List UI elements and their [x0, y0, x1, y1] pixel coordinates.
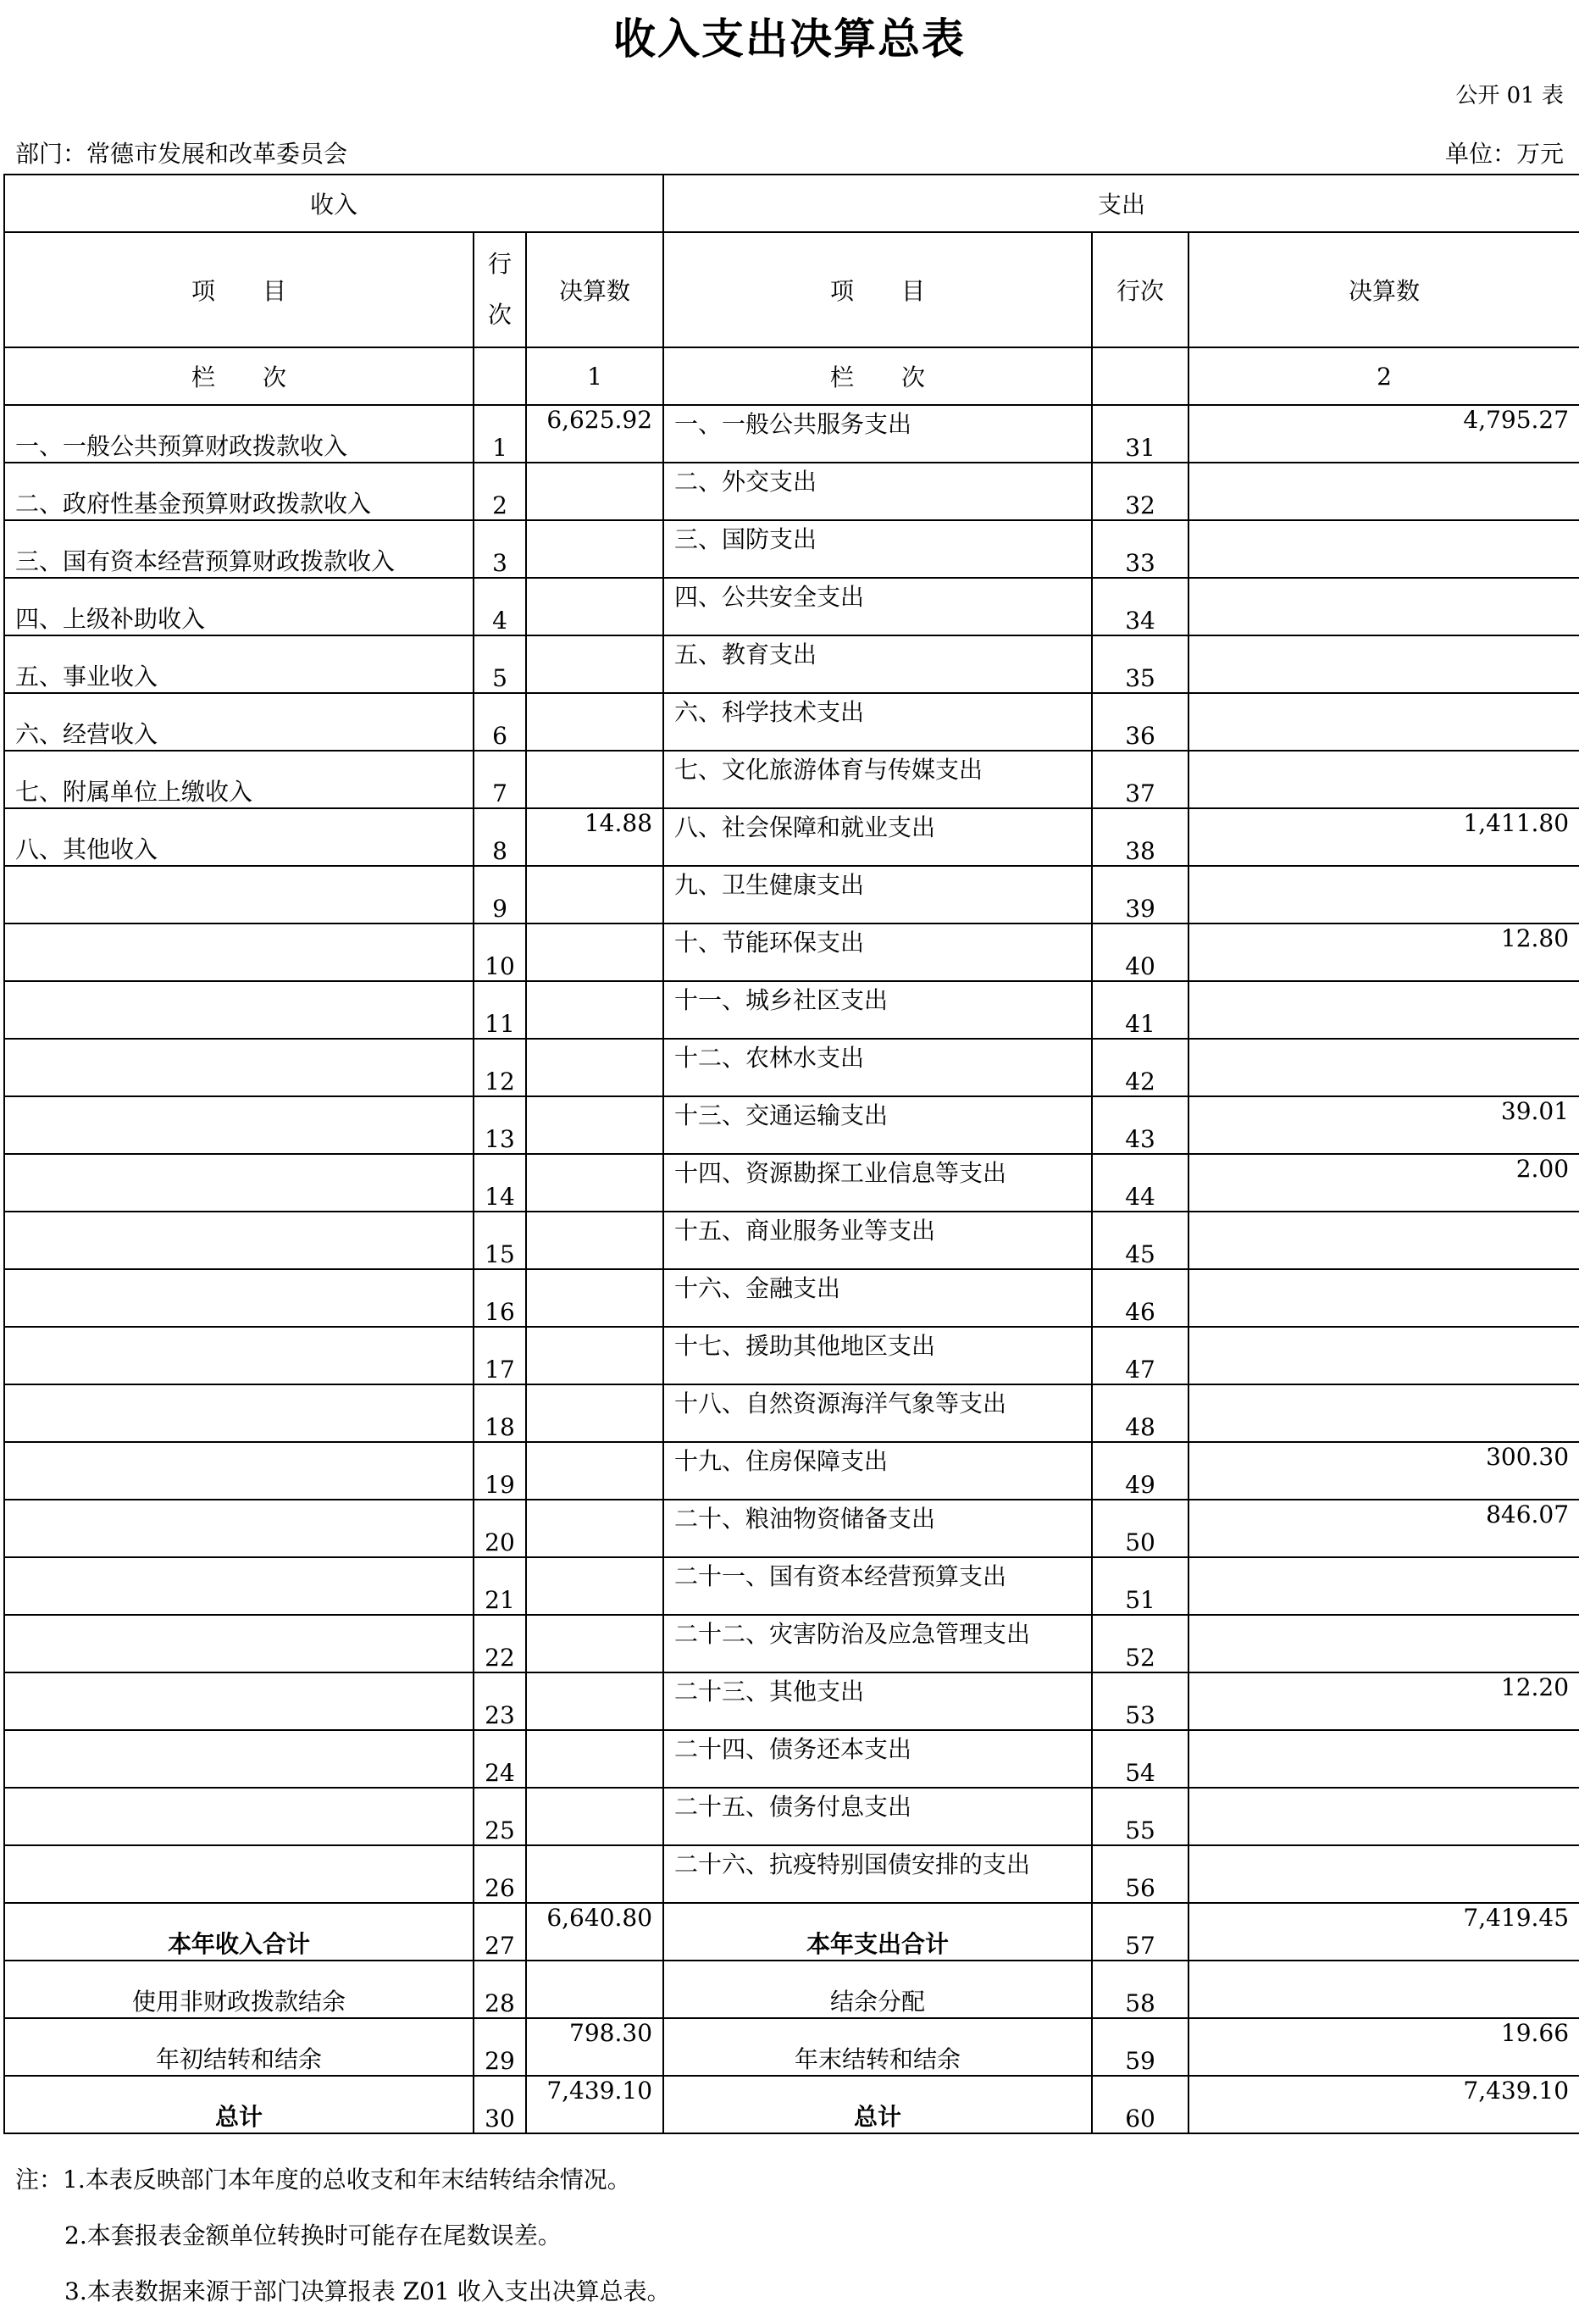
income-lanci-number: 1: [526, 347, 663, 405]
expense-row-no: 31: [1092, 405, 1188, 463]
footnotes: [15, 2152, 671, 2320]
table-row: [4, 463, 1579, 520]
expense-item: 一、一般公共服务支出: [663, 405, 1092, 463]
income-amount: 7,439.10: [526, 2076, 663, 2133]
income-item: [4, 981, 474, 1039]
income-row-no: 23: [474, 1672, 526, 1730]
income-row-no: 24: [474, 1730, 526, 1788]
expense-row-no: 32: [1092, 463, 1188, 520]
expense-item: 二十三、其他支出: [663, 1672, 1092, 1730]
income-item: [4, 1327, 474, 1384]
income-row-no: 17: [474, 1327, 526, 1384]
income-item: [4, 1730, 474, 1788]
expense-item: 二十一、国有资本经营预算支出: [663, 1557, 1092, 1615]
column-header-row: [4, 232, 1579, 347]
table-row: [4, 635, 1579, 693]
income-row-no: 10: [474, 923, 526, 981]
income-item: 二、政府性基金预算财政拨款收入: [4, 463, 474, 520]
income-amount: [526, 635, 663, 693]
income-amount: 6,625.92: [526, 405, 663, 463]
expense-row-no: 33: [1092, 520, 1188, 578]
expense-amount: [1188, 693, 1579, 751]
expense-row-no: 51: [1092, 1557, 1188, 1615]
table-row: [4, 1788, 1579, 1845]
income-item: [4, 1845, 474, 1903]
expense-row-no: 36: [1092, 693, 1188, 751]
expense-amount: 1,411.80: [1188, 808, 1579, 866]
income-amount-header: 决算数: [526, 232, 663, 347]
income-row-no: 21: [474, 1557, 526, 1615]
income-row-no: 6: [474, 693, 526, 751]
expense-row-no: 52: [1092, 1615, 1188, 1672]
expense-amount: 846.07: [1188, 1500, 1579, 1557]
table-row: [4, 1096, 1579, 1154]
expense-amount: [1188, 1788, 1579, 1845]
department-label: 部门：常德市发展和改革委员会: [15, 140, 348, 168]
expense-item: 二十六、抗疫特别国债安排的支出: [663, 1845, 1092, 1903]
income-amount: [526, 751, 663, 808]
summary-row: [4, 2076, 1579, 2133]
income-item: [4, 1672, 474, 1730]
table-row: [4, 1500, 1579, 1557]
expense-row-no: 57: [1092, 1903, 1188, 1961]
table-row: [4, 1672, 1579, 1730]
expense-section-header: 支出: [663, 175, 1579, 232]
income-row-no: 12: [474, 1039, 526, 1096]
income-amount: [526, 1557, 663, 1615]
income-amount: [526, 1269, 663, 1327]
income-item: [4, 866, 474, 923]
income-row-no: 30: [474, 2076, 526, 2133]
row-no-char-2: 次: [487, 301, 512, 329]
income-amount: [526, 463, 663, 520]
expense-summary-item: 年末结转和结余: [663, 2018, 1092, 2076]
income-row-no: 3: [474, 520, 526, 578]
expense-row-no: 45: [1092, 1212, 1188, 1269]
expense-item: 二十二、灾害防治及应急管理支出: [663, 1615, 1092, 1672]
income-item: [4, 1442, 474, 1500]
income-amount: [526, 1154, 663, 1212]
income-amount: [526, 1730, 663, 1788]
income-amount: 14.88: [526, 808, 663, 866]
expense-amount: 4,795.27: [1188, 405, 1579, 463]
income-lanci-label: 栏 次: [4, 347, 474, 405]
table-row: [4, 1730, 1579, 1788]
expense-item: 二、外交支出: [663, 463, 1092, 520]
expense-amount: [1188, 866, 1579, 923]
expense-item: 十六、金融支出: [663, 1269, 1092, 1327]
income-item: 一、一般公共预算财政拨款收入: [4, 405, 474, 463]
expense-row-no: 35: [1092, 635, 1188, 693]
income-amount: [526, 866, 663, 923]
expense-row-no: 53: [1092, 1672, 1188, 1730]
income-summary-item: 本年收入合计: [4, 1903, 474, 1961]
table-row: [4, 1845, 1579, 1903]
table-row: [4, 808, 1579, 866]
income-row-no: 9: [474, 866, 526, 923]
income-section-header: 收入: [4, 175, 663, 232]
income-amount: [526, 1615, 663, 1672]
page-title: 收入支出决算总表: [613, 14, 966, 64]
table-row: [4, 693, 1579, 751]
income-item: 五、事业收入: [4, 635, 474, 693]
table-row: [4, 1442, 1579, 1500]
income-row-no: 7: [474, 751, 526, 808]
income-row-no: 22: [474, 1615, 526, 1672]
table-row: [4, 1384, 1579, 1442]
expense-lanci-label: 栏 次: [663, 347, 1092, 405]
expense-summary-item: 结余分配: [663, 1961, 1092, 2018]
income-row-no: 1: [474, 405, 526, 463]
table-row: [4, 923, 1579, 981]
expense-summary-item: 总计: [663, 2076, 1092, 2133]
expense-amount: [1188, 520, 1579, 578]
expense-amount: [1188, 1557, 1579, 1615]
income-item: 六、经营收入: [4, 693, 474, 751]
expense-summary-item: 本年支出合计: [663, 1903, 1092, 1961]
expense-amount: [1188, 1327, 1579, 1384]
income-amount: [526, 1500, 663, 1557]
expense-row-no: 43: [1092, 1096, 1188, 1154]
summary-row: [4, 2018, 1579, 2076]
income-item: [4, 1096, 474, 1154]
income-item-header: 项 目: [4, 232, 474, 347]
expense-amount: [1188, 635, 1579, 693]
summary-row: [4, 1961, 1579, 2018]
income-item: [4, 1212, 474, 1269]
expense-amount: [1188, 751, 1579, 808]
form-number: 公开 01 表: [1455, 83, 1564, 108]
expense-lanci-blank: [1092, 347, 1188, 405]
income-row-no: 5: [474, 635, 526, 693]
expense-item: 十三、交通运输支出: [663, 1096, 1092, 1154]
income-item: [4, 923, 474, 981]
income-row-no: 13: [474, 1096, 526, 1154]
expense-row-no: 55: [1092, 1788, 1188, 1845]
income-amount: [526, 1788, 663, 1845]
table-row: [4, 1212, 1579, 1269]
note-1: 注：1.本表反映部门本年度的总收支和年末结转结余情况。: [15, 2166, 631, 2194]
income-item: 四、上级补助收入: [4, 578, 474, 635]
expense-row-no: 46: [1092, 1269, 1188, 1327]
expense-row-no: 50: [1092, 1500, 1188, 1557]
income-lanci-blank: [474, 347, 526, 405]
expense-amount: 19.66: [1188, 2018, 1579, 2076]
income-item: 七、附属单位上缴收入: [4, 751, 474, 808]
expense-row-no: 40: [1092, 923, 1188, 981]
expense-item: 三、国防支出: [663, 520, 1092, 578]
income-row-no: 14: [474, 1154, 526, 1212]
income-item: 三、国有资本经营预算财政拨款收入: [4, 520, 474, 578]
income-row-no: 26: [474, 1845, 526, 1903]
income-row-no: 16: [474, 1269, 526, 1327]
note-3: 3.本表数据来源于部门决算报表 Z01 收入支出决算总表。: [64, 2277, 671, 2305]
income-amount: [526, 1039, 663, 1096]
unit-label: 单位：万元: [1444, 140, 1564, 168]
expense-row-no: 42: [1092, 1039, 1188, 1096]
table-row: [4, 578, 1579, 635]
income-amount: [526, 1096, 663, 1154]
expense-item: 十一、城乡社区支出: [663, 981, 1092, 1039]
expense-row-no: 47: [1092, 1327, 1188, 1384]
expense-item: 十五、商业服务业等支出: [663, 1212, 1092, 1269]
income-row-no: 11: [474, 981, 526, 1039]
note-2: 2.本套报表金额单位转换时可能存在尾数误差。: [64, 2221, 562, 2249]
table-row: [4, 1557, 1579, 1615]
income-amount: [526, 520, 663, 578]
summary-row: [4, 1903, 1579, 1961]
table-row: [4, 866, 1579, 923]
expense-amount: 7,439.10: [1188, 2076, 1579, 2133]
expense-amount: [1188, 463, 1579, 520]
expense-row-no: 34: [1092, 578, 1188, 635]
expense-row-no: 39: [1092, 866, 1188, 923]
income-row-no: 29: [474, 2018, 526, 2076]
expense-item: 七、文化旅游体育与传媒支出: [663, 751, 1092, 808]
expense-row-no: 38: [1092, 808, 1188, 866]
income-expense-table: [3, 174, 1579, 2134]
expense-row-no: 44: [1092, 1154, 1188, 1212]
expense-item: 十八、自然资源海洋气象等支出: [663, 1384, 1092, 1442]
row-no-char-1: 行: [487, 250, 512, 278]
income-row-no: 27: [474, 1903, 526, 1961]
expense-row-no: 37: [1092, 751, 1188, 808]
income-amount: [526, 1212, 663, 1269]
expense-item: 二十五、债务付息支出: [663, 1788, 1092, 1845]
expense-item: 十、节能环保支出: [663, 923, 1092, 981]
expense-amount: 12.80: [1188, 923, 1579, 981]
expense-row-no: 41: [1092, 981, 1188, 1039]
table-row: [4, 1039, 1579, 1096]
expense-amount: [1188, 1269, 1579, 1327]
lanci-row: [4, 347, 1579, 405]
expense-row-no: 48: [1092, 1384, 1188, 1442]
expense-item: 十九、住房保障支出: [663, 1442, 1092, 1500]
income-item: [4, 1615, 474, 1672]
table-row: [4, 981, 1579, 1039]
income-summary-item: 年初结转和结余: [4, 2018, 474, 2076]
income-summary-item: 总计: [4, 2076, 474, 2133]
income-row-no: 28: [474, 1961, 526, 2018]
expense-amount: 39.01: [1188, 1096, 1579, 1154]
expense-item: 十七、援助其他地区支出: [663, 1327, 1092, 1384]
expense-item: 四、公共安全支出: [663, 578, 1092, 635]
expense-lanci-number: 2: [1188, 347, 1579, 405]
expense-row-no: 54: [1092, 1730, 1188, 1788]
income-amount: 798.30: [526, 2018, 663, 2076]
income-amount: 6,640.80: [526, 1903, 663, 1961]
table-row: [4, 520, 1579, 578]
table-row: [4, 751, 1579, 808]
expense-item: 十二、农林水支出: [663, 1039, 1092, 1096]
income-amount: [526, 1442, 663, 1500]
expense-row-no: 58: [1092, 1961, 1188, 2018]
expense-amount: [1188, 1961, 1579, 2018]
table-row: [4, 405, 1579, 463]
income-row-no: 20: [474, 1500, 526, 1557]
expense-amount: [1188, 1615, 1579, 1672]
expense-item: 五、教育支出: [663, 635, 1092, 693]
income-item: [4, 1269, 474, 1327]
table-row: [4, 1615, 1579, 1672]
income-summary-item: 使用非财政拨款结余: [4, 1961, 474, 2018]
expense-amount-header: 决算数: [1188, 232, 1579, 347]
income-amount: [526, 1845, 663, 1903]
income-row-no: 19: [474, 1442, 526, 1500]
income-amount: [526, 1961, 663, 2018]
income-item: 八、其他收入: [4, 808, 474, 866]
income-amount: [526, 981, 663, 1039]
income-row-no-header: [474, 232, 526, 347]
expense-amount: [1188, 981, 1579, 1039]
income-amount: [526, 693, 663, 751]
expense-amount: [1188, 1384, 1579, 1442]
income-item: [4, 1154, 474, 1212]
expense-item: 二十、粮油物资储备支出: [663, 1500, 1092, 1557]
income-row-no: 4: [474, 578, 526, 635]
income-item: [4, 1500, 474, 1557]
income-row-no: 2: [474, 463, 526, 520]
section-header-row: [4, 175, 1579, 232]
expense-amount: [1188, 1730, 1579, 1788]
expense-amount: 2.00: [1188, 1154, 1579, 1212]
income-amount: [526, 1672, 663, 1730]
expense-row-no: 59: [1092, 2018, 1188, 2076]
expense-row-no-header: 行次: [1092, 232, 1188, 347]
table-row: [4, 1327, 1579, 1384]
income-row-no: 8: [474, 808, 526, 866]
income-item: [4, 1788, 474, 1845]
expense-row-no: 60: [1092, 2076, 1188, 2133]
income-item: [4, 1557, 474, 1615]
income-amount: [526, 1327, 663, 1384]
income-row-no: 25: [474, 1788, 526, 1845]
expense-amount: [1188, 578, 1579, 635]
income-item: [4, 1039, 474, 1096]
expense-row-no: 56: [1092, 1845, 1188, 1903]
income-item: [4, 1384, 474, 1442]
table-row: [4, 1269, 1579, 1327]
income-amount: [526, 1384, 663, 1442]
expense-amount: 12.20: [1188, 1672, 1579, 1730]
expense-amount: 300.30: [1188, 1442, 1579, 1500]
expense-item: 十四、资源勘探工业信息等支出: [663, 1154, 1092, 1212]
expense-amount: [1188, 1212, 1579, 1269]
expense-item: 九、卫生健康支出: [663, 866, 1092, 923]
expense-item: 六、科学技术支出: [663, 693, 1092, 751]
expense-amount: [1188, 1039, 1579, 1096]
expense-amount: [1188, 1845, 1579, 1903]
expense-item-header: 项 目: [663, 232, 1092, 347]
expense-row-no: 49: [1092, 1442, 1188, 1500]
expense-item: 二十四、债务还本支出: [663, 1730, 1092, 1788]
income-row-no: 15: [474, 1212, 526, 1269]
table-row: [4, 1154, 1579, 1212]
income-amount: [526, 923, 663, 981]
expense-item: 八、社会保障和就业支出: [663, 808, 1092, 866]
income-amount: [526, 578, 663, 635]
expense-amount: 7,419.45: [1188, 1903, 1579, 1961]
income-row-no: 18: [474, 1384, 526, 1442]
